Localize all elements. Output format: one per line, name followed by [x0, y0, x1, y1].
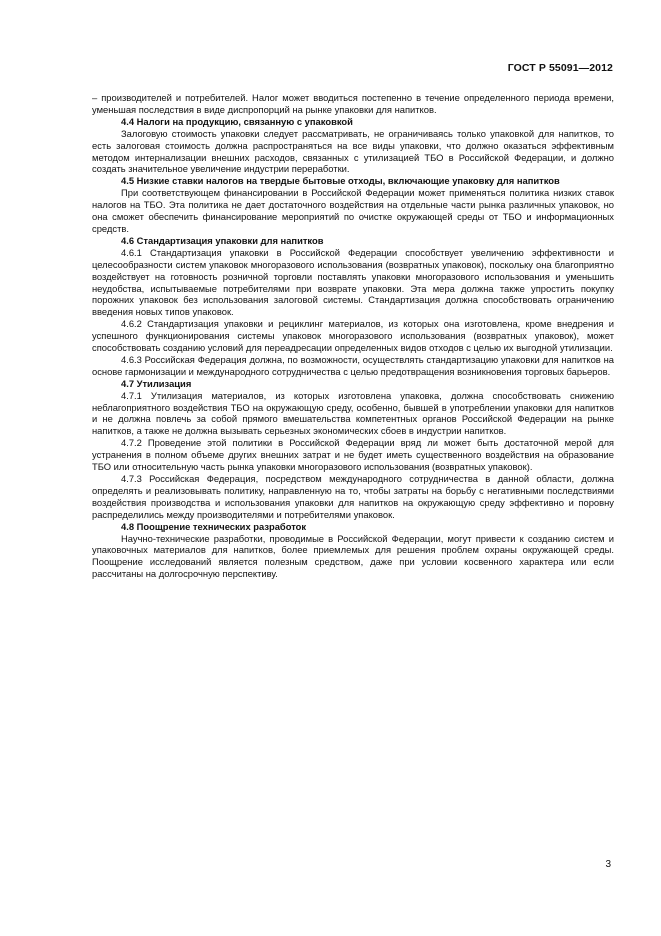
section-4-4-paragraph: Залоговую стоимость упаковки следует рассматривать, не ограничиваясь только упаковкой для напитков, то есть залоговая стоимость должна распространяться на все виды упаковки, что должно оказаться эффективным методом интернализации внешних расходов, связанных с утилизацией ТБО в Российской Федерации, и должно создать значительное увеличение индустрии переработки. — [92, 127, 614, 175]
section-4-8-paragraph: Научно-технические разработки, проводимые в Российской Федерации, могут привести к созданию систем и упаковочных материалов для напитков, более приемлемых для решения проблем охраны окружающей среды. Поощрение исследований является полезным средством, даже при условии косвенного характера или если рассчитаны на долгосрочную перспективу. — [92, 532, 614, 580]
section-4-5-heading: 4.5 Низкие ставки налогов на твердые бытовые отходы, включающие упаковку для напитков — [121, 175, 560, 187]
clause-4-7-2: 4.7.2 Проведение этой политики в Российской Федерации вряд ли может быть достаточной мерой для устранения в полном объеме других внешних затрат и не будет иметь существенного воздействия на образование ТБО или относительную часть рынка упаковки многоразового использования (возвратных упаковок). — [92, 437, 614, 473]
section-4-8-heading: 4.8 Поощрение технических разработок — [121, 520, 307, 532]
document-body — [92, 92, 614, 580]
paragraph-continuation: – производителей и потребителей. Налог может вводиться постепенно в течение определенного периода времени, уменьшая последствия в виде диспропорций на рынке упаковки для напитков. — [92, 92, 614, 115]
clause-4-7-1: 4.7.1 Утилизация материалов, из которых изготовлена упаковка, должна способствовать снижению неблагоприятного воздействия ТБО на окружающую среду, особенно, бывшей в употреблении упаковки для напитков и не должна повлечь за собой прямого вмешательства компетентных органов Российской Федерации на рынке напитков, а также не должна вызывать серьезных экономических сбоев в индустрии напитков. — [92, 389, 614, 437]
section-4-5-paragraph: При соответствующем финансировании в Российской Федерации может применяться политика низких ставок налогов на ТБО. Эта политика не дает достаточного воздействия на отдельные части рынка различных упаковок, но она сможет обеспечить финансирование мероприятий по очистке окружающей среды от ТБО и информационных средств. — [92, 187, 614, 234]
section-4-4-heading: 4.4 Налоги на продукцию, связанную с упаковкой — [121, 115, 353, 127]
clause-4-7-3: 4.7.3 Российская Федерация, посредством международного сотрудничества в данной области, должна определять и реализовывать политику, направленную на то, чтобы затраты на борьбу с негативными последствиями воздействия производства и использования упаковки для напитков на окружающую среду эффективно и поровну распределились между производителями и потребителями упаковок. — [92, 473, 614, 520]
clause-4-6-2: 4.6.2 Стандартизация упаковки и рециклинг материалов, из которых она изготовлена, кроме внедрения и успешного функционирования системы упаковок многоразового использования (возвратных упаковок), может способствовать созданию условий для переадресации определенных видов отходов с целью их выгодной утилизации. — [92, 318, 614, 354]
standard-code-header: ГОСТ Р 55091—2012 — [507, 62, 613, 74]
section-4-6-heading: 4.6 Стандартизация упаковки для напитков — [121, 234, 324, 246]
section-4-7-heading: 4.7 Утилизация — [121, 377, 192, 389]
page-number: 3 — [605, 859, 611, 870]
clause-4-6-3: 4.6.3 Российская Федерация должна, по возможности, осуществлять стандартизацию упаковки для напитков на основе гармонизации и международного сотрудничества с целью предотвращения возникновения торговых барьеров. — [92, 353, 614, 377]
clause-4-6-1: 4.6.1 Стандартизация упаковки в Российской Федерации способствует увеличению эффективности и целесообразности систем упаковок многоразового использования (возвратных упаковок), поскольку она благоприятно воздействует на готовность розничной торговли поставлять упаковки многоразового использования и уменьшить неудобства, испытываемые потребителями при возврате упаковки. Эта мера должна также упростить покупку порожних упаковок без использования залоговой системы. Стандартизация должна способствовать ограничению введения новых типов упаковок. — [92, 246, 614, 318]
